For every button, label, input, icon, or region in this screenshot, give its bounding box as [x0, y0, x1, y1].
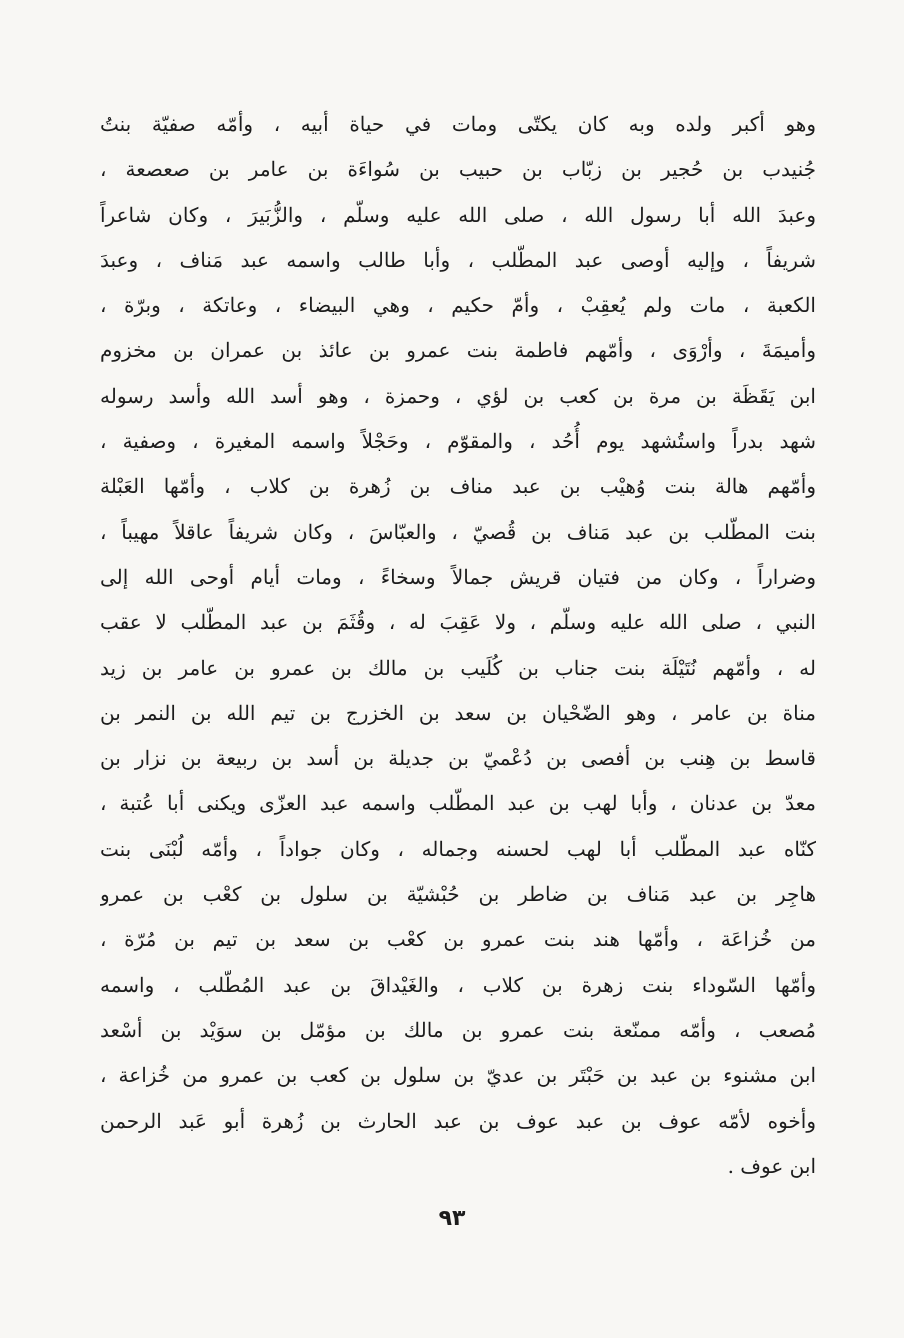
text-line-1: وهو أكبر ولده وبه كان يكتّى ومات في حياة أبيه ، وأمّه صفيّة بنتُ — [100, 112, 816, 136]
text-line-23: وأخوه لأمّه عوف بن عبد عوف بن عبد الحارث بن زُهرة أبو عَبد الرحمن — [100, 1108, 816, 1133]
text-line-5: الكعبة ، مات ولم يُعقِبْ ، وأمّ حكيم ، وهي البيضاء ، وعاتكة ، وبرّة ، — [100, 293, 816, 318]
text-line-15: قاسط بن هِنب بن أفصى بن دُعْميّ بن جديلة بن أسد بن ربيعة بن نزار بن — [100, 746, 816, 771]
text-line-8: شهد بدراً واستُشهد يوم أُحُد ، والمقوّم ، وحَجْلاً واسمه المغيرة ، وصفية ، — [100, 429, 816, 454]
text-line-21: مُصعب ، وأمّه ممنّعة بنت عمرو بن مالك بن مؤمّل بن سوَيْد بن أسْعد — [100, 1017, 816, 1042]
text-line-24: ابن عوف . — [727, 1153, 816, 1178]
text-line-9: وأمّهم هالة بنت وُهيْب بن عبد مناف بن زُهرة بن كلاب ، وأمّها العَبْلة — [100, 474, 816, 499]
text-line-4: شريفاً ، وإليه أوصى عبد المطّلب ، وأبا طالب واسمه عبد مَناف ، وعبدَ — [100, 247, 816, 272]
text-line-2: جُنيدب بن حُجير بن زبّاب بن حبيب بن سُواءَة بن عامر بن صعصعة ، — [100, 157, 816, 182]
text-line-17: كنّاه عبد المطّلب أبا لهب لحسنه وجماله ، وكان جواداً ، وأمّه لُبْنَى بنت — [100, 836, 816, 861]
text-line-6: وأميمَةَ ، وأرْوَى ، وأمّهم فاطمة بنت عمرو بن عائذ بن عمران بن مخزوم — [100, 338, 816, 363]
text-line-3: وعبدَ الله أبا رسول الله ، صلى الله عليه وسلّم ، والزُّبَيرَ ، وكان شاعراً — [100, 202, 816, 227]
text-line-10: بنت المطّلب بن عبد مَناف بن قُصيّ ، والعبّاسَ ، وكان شريفاً عاقلاً مهيباً ، — [100, 519, 816, 544]
text-line-14: مناة بن عامر ، وهو الضّحْيان بن سعد بن الخزرج بن تيم الله بن النمر بن — [100, 700, 816, 725]
text-line-19: من خُزاعَة ، وأمّها هند بنت عمرو بن كعْب بن سعد بن تيم بن مُرّة ، — [100, 927, 816, 952]
text-line-11: وضراراً ، وكان من فتيان قريش جمالاً وسخاءً ، ومات أيام أوحى الله إلى — [100, 564, 816, 589]
text-line-20: وأمّها السّوداء بنت زهرة بن كلاب ، والغَيْداقَ بن عبد المُطّلب ، واسمه — [100, 972, 816, 997]
text-line-13: له ، وأمّهم نُتَيْلَة بنت جناب بن كُلَيب بن مالك بن عمرو بن عامر بن زيد — [100, 655, 816, 680]
text-line-7: ابن يَقَظَة بن مرة بن كعب بن لؤي ، وحمزة ، وهو أسد الله وأسد رسوله — [100, 383, 816, 408]
text-line-12: النبي ، صلى الله عليه وسلّم ، ولا عَقِبَ له ، وقُثَمَ بن عبد المطّلب لا عقب — [100, 610, 816, 635]
text-line-18: هاجِر بن عبد مَناف بن ضاطر بن حُبْشيّة بن سلول بن كعْب بن عمرو — [100, 882, 816, 907]
page-number: ٩٣ — [438, 1206, 466, 1231]
text-line-22: ابن مشنوء بن عبد بن حَبْتَر بن عديّ بن سلول بن كعب بن عمرو من خُزاعة ، — [100, 1063, 816, 1088]
body-text — [100, 102, 816, 1189]
text-line-16: معدّ بن عدنان ، وأبا لهب بن عبد المطّلب واسمه عبد العزّى ويكنى أبا عُتبة ، — [100, 791, 816, 816]
